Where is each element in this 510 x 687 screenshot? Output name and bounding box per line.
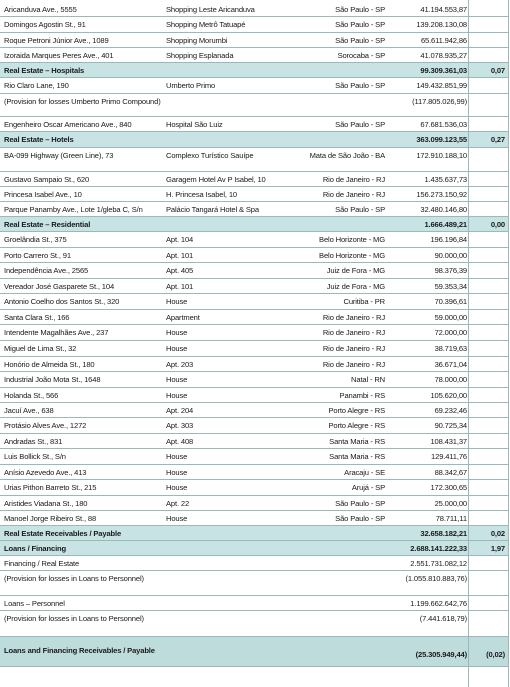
section-total-row [0, 637, 509, 667]
city-cell: Porto Alegre - RS [328, 421, 385, 430]
value-cell: 38.719,63 [434, 344, 467, 353]
address-cell: Loans – Personnel [4, 599, 65, 608]
table-row [0, 571, 509, 596]
city-cell: São Paulo - SP [335, 5, 385, 14]
property-cell: Palácio Tangará Hotel & Spa [166, 205, 259, 214]
property-cell: Apt. 101 [166, 251, 194, 260]
value-cell: 105.620,00 [430, 391, 467, 400]
value-cell: 88.342,67 [434, 468, 467, 477]
address-cell: Real Estate – Residential [4, 220, 91, 229]
address-cell: Industrial João Mota St., 1648 [4, 375, 101, 384]
property-cell: Apt. 204 [166, 406, 194, 415]
table-row [0, 388, 509, 403]
city-cell: São Paulo - SP [335, 499, 385, 508]
city-cell: Panambi - RS [339, 391, 385, 400]
address-cell: (Provision for losses in Loans to Personnel) [4, 574, 144, 583]
value-cell: 90.725,34 [434, 421, 467, 430]
property-cell: Shopping Metrô Tatuapé [166, 20, 246, 29]
value-cell: 41.078.935,27 [420, 51, 467, 60]
table-row [0, 202, 509, 217]
value-cell: 32.480.146,80 [420, 205, 467, 214]
property-cell: Apt. 405 [166, 266, 194, 275]
value-cell: 2.551.731.082,12 [410, 559, 467, 568]
value-cell: 36.671,04 [434, 360, 467, 369]
city-cell: Rio de Janeiro - RJ [322, 328, 385, 337]
city-cell: São Paulo - SP [335, 81, 385, 90]
property-cell: House [166, 514, 188, 523]
percent-cell: 1,97 [490, 544, 505, 553]
address-cell: Roque Petroni Júnior Ave., 1089 [4, 36, 109, 45]
address-cell: Independência Ave., 2565 [4, 266, 89, 275]
value-cell: 70.396,61 [434, 297, 467, 306]
address-cell: Porto Carrero St., 91 [4, 251, 71, 260]
address-cell: Antonio Coelho dos Santos St., 320 [4, 297, 120, 306]
city-cell: Sorocaba - SP [337, 51, 385, 60]
value-cell: 156.273.150,92 [416, 190, 467, 199]
property-cell: House [166, 391, 188, 400]
value-cell: 59.000,00 [434, 313, 467, 322]
address-cell: Izoraida Marques Peres Ave., 401 [4, 51, 114, 60]
address-cell: Protásio Alves Ave., 1272 [4, 421, 87, 430]
value-cell: (7.441.618,79) [419, 614, 467, 623]
value-cell: 72.000,00 [434, 328, 467, 337]
city-cell: Belo Horizonte - MG [319, 251, 385, 260]
table-row [0, 94, 509, 117]
address-cell: Holanda St., 566 [4, 391, 59, 400]
property-cell: H. Princesa Isabel, 10 [166, 190, 237, 199]
city-cell: São Paulo - SP [335, 514, 385, 523]
value-cell: 1.199.662.642,76 [410, 599, 467, 608]
address-cell: Aristides Viadana St., 180 [4, 499, 88, 508]
address-cell: Princesa Isabel Ave., 10 [4, 190, 82, 199]
table-row [0, 33, 509, 48]
property-cell: House [166, 452, 188, 461]
percent-cell: 0,07 [490, 66, 505, 75]
value-cell: 98.376,39 [434, 266, 467, 275]
address-cell: (Provision for losses in Loans to Personnel) [4, 614, 144, 623]
property-cell: Garagem Hotel Av P Isabel, 10 [166, 175, 266, 184]
city-cell: Arujá - SP [351, 483, 385, 492]
value-cell: 129.411,76 [431, 452, 467, 461]
city-cell: Rio de Janeiro - RJ [322, 313, 385, 322]
table-row [0, 556, 509, 571]
table-row [0, 17, 509, 33]
value-cell: 172.300,65 [430, 483, 467, 492]
section-total-row [0, 63, 509, 78]
table-row [0, 611, 509, 637]
table-row [0, 465, 509, 480]
value-cell: 149.432.851,99 [416, 81, 467, 90]
city-cell: Natal - RN [351, 375, 385, 384]
city-cell: Santa Maria - RS [329, 452, 385, 461]
column-divider [508, 0, 509, 687]
table-row [0, 187, 509, 202]
property-cell: Apt. 203 [166, 360, 194, 369]
city-cell: Rio de Janeiro - RJ [322, 344, 385, 353]
table-row [0, 310, 509, 325]
city-cell: Juiz de Fora - MG [326, 266, 385, 275]
address-cell: BA-099 Highway (Green Line), 73 [4, 151, 114, 160]
address-cell: Real Estate Receivables / Payable [4, 529, 122, 538]
table-row [0, 148, 509, 172]
column-divider [468, 0, 469, 687]
value-cell: (25.305.949,44) [415, 650, 467, 659]
value-cell: (117.805.026,99) [412, 97, 467, 106]
table-row [0, 325, 509, 341]
property-cell: Umberto Primo [166, 81, 216, 90]
value-cell: 196.196,84 [430, 235, 467, 244]
address-cell: Engenheiro Oscar Americano Ave., 840 [4, 120, 132, 129]
property-cell: House [166, 344, 188, 353]
address-cell: Parque Panamby Ave., Lote 1/gleba C, S/n [4, 205, 143, 214]
city-cell: São Paulo - SP [335, 20, 385, 29]
percent-cell: (0,02) [486, 650, 505, 659]
value-cell: 1.666.489,21 [424, 220, 467, 229]
value-cell: 139.208.130,08 [416, 20, 467, 29]
percent-cell: 0,02 [490, 529, 505, 538]
address-cell: Financing / Real Estate [4, 559, 80, 568]
address-cell: Real Estate – Hotels [4, 135, 74, 144]
value-cell: 78.711,11 [435, 514, 467, 523]
address-cell: Santa Clara St., 166 [4, 313, 70, 322]
property-cell: Complexo Turístico Sauípe [166, 151, 254, 160]
address-cell: Aricanduva Ave., 5555 [4, 5, 77, 14]
value-cell: 25.000,00 [434, 499, 467, 508]
property-cell: Apt. 303 [166, 421, 194, 430]
city-cell: Rio de Janeiro - RJ [322, 190, 385, 199]
table-row [0, 294, 509, 310]
section-total-row [0, 541, 509, 556]
address-cell: Vereador José Gasparete St., 104 [4, 282, 115, 291]
city-cell: São Paulo - SP [335, 120, 385, 129]
property-cell: House [166, 468, 188, 477]
table-row [0, 172, 509, 187]
value-cell: 41.194.553,87 [420, 5, 467, 14]
percent-cell: 0,00 [490, 220, 505, 229]
table-row [0, 403, 509, 418]
property-cell: House [166, 483, 188, 492]
table-row [0, 279, 509, 294]
table-row [0, 341, 509, 357]
table-row [0, 263, 509, 279]
city-cell: Santa Maria - RS [329, 437, 385, 446]
value-cell: 67.681.536,03 [420, 120, 467, 129]
table-row [0, 78, 509, 94]
value-cell: 69.232,46 [434, 406, 467, 415]
property-cell: Hospital São Luiz [166, 120, 223, 129]
city-cell: São Paulo - SP [335, 205, 385, 214]
city-cell: Aracaju - SE [344, 468, 385, 477]
address-cell: Luis Bollick St., S/n [4, 452, 66, 461]
table-row [0, 418, 509, 434]
section-total-row [0, 526, 509, 541]
property-cell: House [166, 328, 188, 337]
value-cell: 99.309.361,03 [420, 66, 467, 75]
table-row [0, 480, 509, 496]
address-cell: Groelândia St., 375 [4, 235, 67, 244]
address-cell: Rio Claro Lane, 190 [4, 81, 69, 90]
table-row [0, 511, 509, 526]
property-cell: Apt. 22 [166, 499, 190, 508]
table-row [0, 357, 509, 372]
value-cell: 1.435.637,73 [424, 175, 467, 184]
table-row [0, 372, 509, 388]
value-cell: 172.910.188,10 [416, 151, 467, 160]
address-cell: Miguel de Lima St., 32 [4, 344, 77, 353]
value-cell: 2.688.141.222,33 [410, 544, 467, 553]
property-cell: House [166, 375, 188, 384]
section-total-row [0, 132, 509, 148]
value-cell: 90.000,00 [434, 251, 467, 260]
address-cell: Andradas St., 831 [4, 437, 63, 446]
address-cell: Domingos Agostin St., 91 [4, 20, 86, 29]
address-cell: Real Estate – Hospitals [4, 66, 85, 75]
value-cell: 32.658.182,21 [420, 529, 467, 538]
value-cell: (1.055.810.883,76) [405, 574, 467, 583]
address-cell: Jacuí Ave., 638 [4, 406, 54, 415]
city-cell: Rio de Janeiro - RJ [322, 175, 385, 184]
city-cell: Curitiba - PR [343, 297, 385, 306]
value-cell: 363.099.123,55 [416, 135, 467, 144]
table-row [0, 2, 509, 17]
table-row [0, 248, 509, 263]
city-cell: Juiz de Fora - MG [326, 282, 385, 291]
value-cell: 78.000,00 [434, 375, 467, 384]
table-row [0, 434, 509, 449]
address-cell: (Provision for losses Umberto Primo Compound) [4, 97, 161, 106]
property-cell: Shopping Esplanada [166, 51, 234, 60]
address-cell: Gustavo Sampaio St., 620 [4, 175, 90, 184]
value-cell: 59.353,34 [434, 282, 467, 291]
address-cell: Loans and Financing Receivables / Payable [4, 646, 155, 655]
property-cell: Shopping Morumbi [166, 36, 228, 45]
property-cell: Apt. 101 [166, 282, 194, 291]
property-cell: House [166, 297, 188, 306]
address-cell: Loans / Financing [4, 544, 67, 553]
property-cell: Shopping Leste Aricanduva [166, 5, 255, 14]
table-row [0, 232, 509, 248]
table-row [0, 117, 509, 132]
value-cell: 65.611.942,86 [420, 36, 467, 45]
city-cell: São Paulo - SP [335, 36, 385, 45]
address-cell: Honório de Almeida St., 180 [4, 360, 95, 369]
city-cell: Belo Horizonte - MG [319, 235, 385, 244]
property-cell: Apt. 104 [166, 235, 194, 244]
table-row [0, 596, 509, 611]
city-cell: Porto Alegre - RS [328, 406, 385, 415]
percent-cell: 0,27 [490, 135, 505, 144]
address-cell: Intendente Magalhães Ave., 237 [4, 328, 109, 337]
city-cell: Rio de Janeiro - RJ [322, 360, 385, 369]
section-total-row [0, 217, 509, 232]
address-cell: Urias Pithon Barreto St., 215 [4, 483, 97, 492]
address-cell: Anísio Azevedo Ave., 413 [4, 468, 87, 477]
property-cell: Apt. 408 [166, 437, 194, 446]
value-cell: 108.431,37 [430, 437, 467, 446]
property-cell: Apartment [166, 313, 200, 322]
table-row [0, 48, 509, 63]
table-row [0, 496, 509, 511]
table-row [0, 449, 509, 465]
city-cell: Mata de São João - BA [309, 151, 385, 160]
address-cell: Manoel Jorge Ribeiro St., 88 [4, 514, 97, 523]
